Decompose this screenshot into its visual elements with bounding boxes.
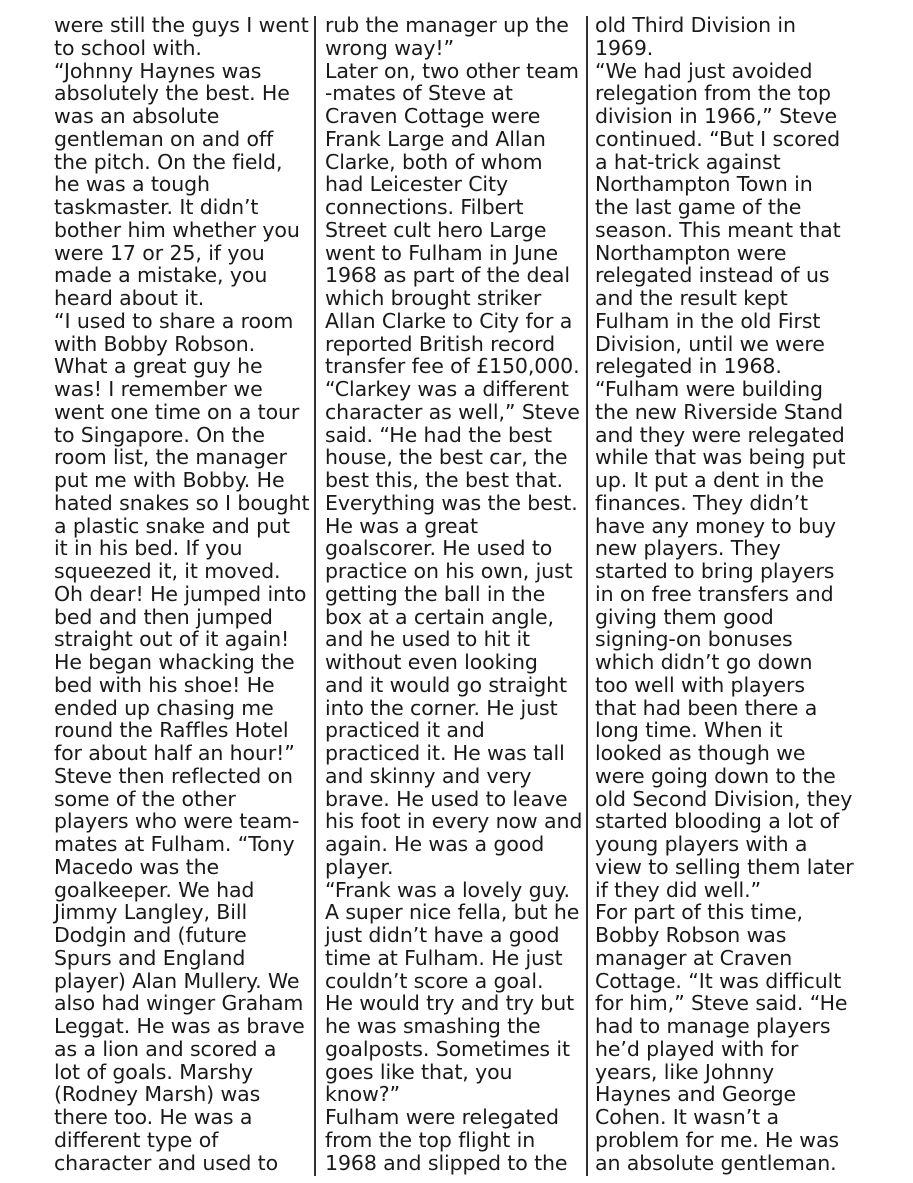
article-column-3: old Third Division in 1969. “We had just avoided relegation from the top division in 1966,” Steve continued. “But I scored a hat-trick against Northampton Town in the last game of the season. This meant that Northampton were relegated instead of us and the result kept Fulham in the old First Division, until we were relegated in 1968. “Fulham were building the new Riverside Stand and they were relegated while that was being put up. It put a dent in the finances. They didn’t have any money to buy new players. They started to bring players in on free transfers and giving them good signing-on bonuses which didn’t go down too well with players that had been there a long time. When it looked as though we were going down to the old Second Division, they started blooding a lot of young players with a view to selling them later if they did well.” For part of this time, Bobby Robson was manager at Craven Cottage. “It was difficult for him,” Steve said. “He had to manage players he’d played with for years, like Johnny Haynes and George Cohen. It wasn’t a problem for me. He was an absolute gentleman.	[595, 13, 854, 1175]
column-divider-2	[586, 16, 588, 1176]
column-divider-1	[314, 16, 316, 1176]
article-column-2: rub the manager up the wrong way!” Later on, two other team -mates of Steve at Craven Cottage were Frank Large and Allan Clarke, both of whom had Leicester City connections. Filbert Street cult hero Large went to Fulham in June 1968 as part of the deal which brought striker Allan Clarke to City for a reported British record transfer fee of £150,000. “Clarkey was a different character as well,” Steve said. “He had the best house, the best car, the best this, the best that. Everything was the best. He was a great goalscorer. He used to practice on his own, just getting the ball in the box at a certain angle, and he used to hit it without even looking and it would go straight into the corner. He just practiced it and practiced it. He was tall and skinny and very brave. He used to leave his foot in every now and again. He was a good player. “Frank was a lovely guy. A super nice fella, but he just didn’t have a good time at Fulham. He just couldn’t score a goal. He would try and try but he was smashing the goalposts. Sometimes it goes like that, you know?” Fulham were relegated from the top flight in 1968 and slipped to the	[325, 13, 583, 1175]
article-column-1: were still the guys I went to school with. “Johnny Haynes was absolutely the best. He was an absolute gentleman on and off the pitch. On the field, he was a tough taskmaster. It didn’t bother him whether you were 17 or 25, if you made a mistake, you heard about it. “I used to share a room with Bobby Robson. What a great guy he was! I remember we went one time on a tour to Singapore. On the room list, the manager put me with Bobby. He hated snakes so I bought a plastic snake and put it in his bed. If you squeezed it, it moved. Oh dear! He jumped into bed and then jumped straight out of it again! He began whacking the bed with his shoe! He ended up chasing me round the Raffles Hotel for about half an hour!” Steve then reflected on some of the other players who were team- mates at Fulham. “Tony Macedo was the goalkeeper. We had Jimmy Langley, Bill Dodgin and (future Spurs and England player) Alan Mullery. We also had winger Graham Leggat. He was as brave as a lion and scored a lot of goals. Marshy (Rodney Marsh) was there too. He was a different type of character and used to	[54, 13, 310, 1175]
